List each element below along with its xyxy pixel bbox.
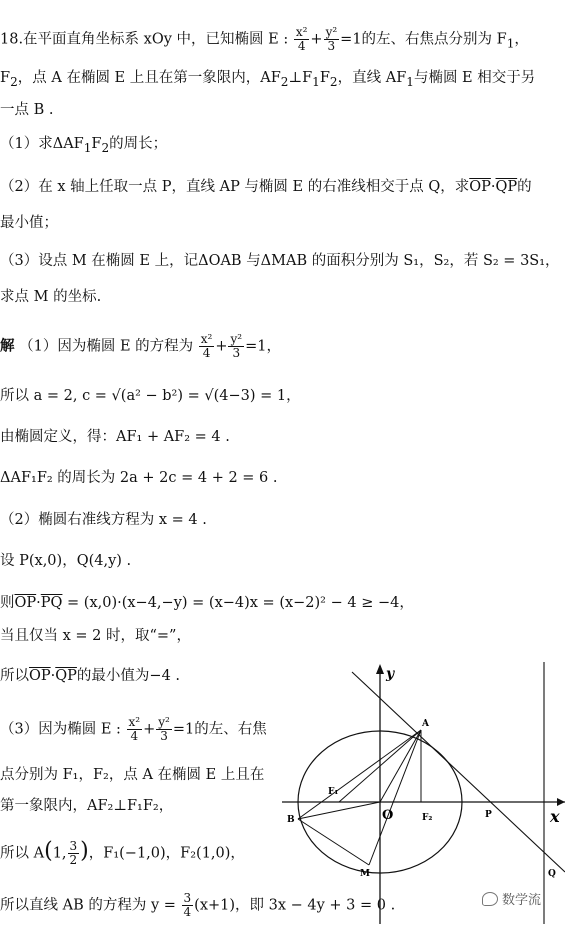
problem-text: ，点 A 在椭圆 E 上且在第一象限内，AF	[17, 70, 281, 86]
subscript: 2	[329, 74, 338, 89]
label-p: P	[485, 810, 492, 820]
line-ap	[352, 672, 565, 872]
solution-line-12	[0, 796, 173, 816]
paren: )	[80, 838, 89, 864]
solution-line-5	[0, 510, 207, 530]
solution-text: 由椭圆定义，得：AF₁ + AF₂ = 4 .	[0, 429, 230, 445]
problem-text: F	[0, 70, 11, 86]
solution-text: 第一象限内，AF₂⊥F₁F₂，	[0, 798, 174, 814]
solution-text: 当且仅当 x = 2 时，取“=”，	[0, 628, 191, 644]
fraction-3-over-2: $\frac{3}{2}$	[69, 839, 78, 867]
fraction-3-over-4: $\frac{3}{4}$	[183, 891, 192, 919]
solution-text: （1）因为椭圆 E 的方程为	[19, 338, 194, 355]
x-axis-arrow	[557, 798, 565, 806]
wechat-icon	[482, 892, 498, 906]
fraction-y2-over-3: $\frac{\text{y²}}{3}$	[158, 715, 170, 743]
fraction-x2-over-4: $\frac{\text{x²}}{4}$	[200, 332, 213, 360]
problem-line-2	[0, 68, 535, 92]
problem-text: 最小值；	[0, 215, 58, 231]
solution-line-4	[0, 468, 278, 488]
solution-line-11	[0, 765, 264, 785]
solution-text: （2）椭圆右准线方程为 x = 4 .	[0, 512, 207, 528]
plus-sign: +	[310, 31, 323, 48]
problem-text: 18.在平面直角坐标系 xOy 中，已知椭圆 E :	[0, 31, 289, 48]
vector-op: $\overline{OP}$	[14, 595, 37, 611]
problem-text: F	[319, 70, 330, 86]
problem-text: 的	[517, 179, 532, 195]
solution-text: 所以	[0, 668, 29, 684]
solution-text: =1的左、右焦	[172, 721, 267, 738]
problem-text: 与椭圆 E 相交于另	[413, 70, 536, 86]
label-b: B	[287, 815, 295, 825]
solution-text: 的最小值为−4 .	[76, 668, 181, 684]
solution-text: 所以 A	[0, 845, 45, 862]
segment-ab	[298, 730, 421, 819]
problem-text: =1的左、右焦点分别为 F	[340, 31, 507, 48]
problem-line-8	[0, 287, 101, 307]
solution-line-6	[0, 551, 131, 571]
segment-ao	[380, 730, 421, 802]
vector-op: $\overline{OP}$	[29, 668, 51, 684]
solution-text: ，F₁(−1,0)，F₂(1,0)，	[88, 845, 245, 862]
label-f2: F₂	[422, 813, 433, 823]
problem-text: （2）在 x 轴上任取一点 P，直线 AP 与椭圆 E 的右准线相交于点 Q，求	[0, 179, 470, 195]
solution-line-9	[0, 666, 180, 686]
watermark-text: 数学流	[502, 893, 542, 908]
solution-text: 所以 a = 2, c = √(a² − b²) = √(4−3) = 1，	[0, 388, 301, 404]
comma: ,	[61, 845, 67, 862]
subscript: 2	[10, 74, 18, 89]
problem-text: F	[91, 136, 102, 152]
problem-text: （1）求ΔAF	[0, 136, 84, 152]
solution-text: 所以直线 AB 的方程为 y =	[0, 897, 176, 914]
subscript: 1	[406, 74, 414, 89]
solution-text: = (x,0)·(x−4,−y) = (x−4)x = (x−2)² − 4 ≥ −4，	[62, 595, 414, 611]
problem-line-4	[0, 134, 167, 158]
label-y: y	[386, 666, 395, 682]
solution-heading: 解	[0, 337, 15, 355]
dot-operator: ·	[50, 668, 56, 684]
subscript: 1	[83, 140, 92, 155]
solution-text: 则	[0, 595, 15, 611]
fraction-y2-over-3: $\frac{\text{y²}}{3}$	[325, 25, 338, 53]
vector-qp: $\overline{QP}$	[495, 179, 518, 195]
solution-line-10	[0, 716, 267, 743]
fraction-x2-over-4: $\frac{\text{x²}}{4}$	[128, 715, 141, 743]
dot-operator: ·	[490, 179, 496, 195]
label-f1: F₁	[328, 787, 339, 797]
solution-line-13	[0, 840, 245, 867]
coord-x: 1	[52, 845, 62, 862]
solution-line-2	[0, 386, 301, 406]
label-x: x	[550, 807, 560, 826]
solution-text: ΔAF₁F₂ 的周长为 2a + 2c = 4 + 2 = 6 .	[0, 470, 278, 486]
subscript: 2	[280, 74, 289, 89]
plus-sign: +	[215, 338, 228, 355]
problem-text: ，直线 AF	[337, 70, 407, 86]
label-q: Q	[548, 869, 556, 879]
solution-line-1	[0, 333, 281, 360]
problem-text: 求点 M 的坐标.	[0, 289, 102, 305]
fraction-y2-over-3: $\frac{\text{y²}}{3}$	[230, 332, 243, 360]
problem-text: ，	[514, 31, 529, 48]
solution-line-7	[0, 593, 414, 613]
solution-line-8	[0, 626, 191, 646]
subscript: 2	[101, 140, 110, 155]
solution-text: 设 P(x,0)，Q(4,y) .	[0, 553, 132, 569]
solution-text: (x+1)，即 3x − 4y + 3 = 0 .	[194, 897, 396, 914]
solution-line-3	[0, 427, 230, 447]
subscript: 1	[312, 74, 320, 89]
fraction-x2-over-4: $\frac{\text{x²}}{4}$	[295, 25, 308, 53]
label-a: A	[422, 719, 429, 729]
paren: (	[44, 838, 53, 864]
vector-pq: $\overline{PQ}$	[40, 595, 63, 611]
segment-am	[369, 730, 421, 865]
watermark	[482, 889, 541, 908]
problem-text: （3）设点 M 在椭圆 E 上，记ΔOAB 与ΔMAB 的面积分别为 S₁，S₂，若 S₂ = 3S₁，	[0, 253, 560, 269]
problem-line-1	[0, 26, 529, 53]
plus-sign: +	[143, 721, 156, 738]
problem-text: 的周长；	[109, 136, 168, 152]
vector-qp: $\overline{QP}$	[55, 668, 77, 684]
ellipse-figure	[282, 662, 565, 924]
dot-operator: ·	[36, 595, 41, 611]
problem-text: 一点 B .	[0, 102, 54, 118]
solution-text: 点分别为 F₁，F₂，点 A 在椭圆 E 上且在	[0, 767, 265, 783]
label-o: O	[382, 808, 394, 823]
y-axis-arrow	[376, 664, 384, 674]
solution-text: （3）因为椭圆 E :	[0, 721, 121, 738]
subscript: 1	[506, 36, 515, 51]
problem-line-3	[0, 100, 53, 120]
problem-line-5	[0, 177, 532, 197]
vector-op: $\overline{OP}$	[469, 179, 491, 195]
segment-bm	[298, 819, 369, 865]
problem-line-7	[0, 251, 560, 271]
label-m: M	[360, 869, 370, 879]
problem-text: ⊥F	[288, 70, 313, 86]
solution-text: =1，	[245, 338, 281, 355]
problem-line-6	[0, 213, 58, 233]
